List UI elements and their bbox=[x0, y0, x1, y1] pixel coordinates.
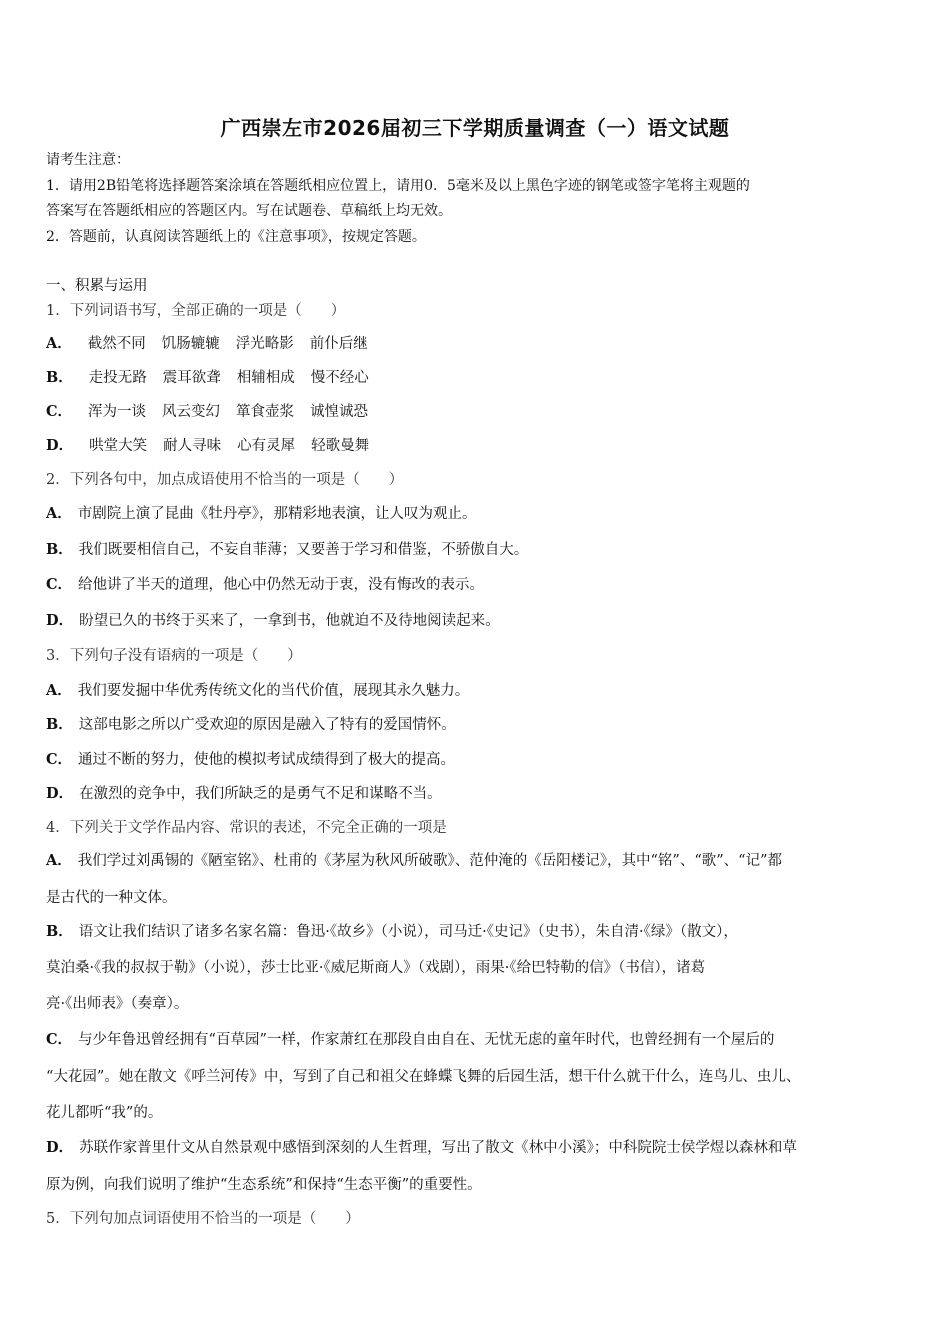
option-text: 苏联作家普里什文从自然景观中感悟到深刻的人生哲理，写出了散文《林中小溪》；中科院院士侯学煜以森林和草 bbox=[79, 1140, 797, 1156]
option-text: 语文让我们结识了诸多名家名篇：鲁迅·《故乡》（小说），司马迁·《史记》（史书），朱自清·《绿》（散文）， bbox=[78, 924, 738, 940]
question-1-stem: 1．下列词语书写，全部正确的一项是（ ） bbox=[46, 303, 346, 319]
option-letter: A． bbox=[46, 335, 72, 352]
question-4-option-c-line-1 bbox=[46, 1030, 908, 1050]
option-letter: D． bbox=[46, 612, 74, 629]
question-2-option-b bbox=[46, 540, 908, 560]
word: 耐人寻味 bbox=[163, 438, 222, 454]
notice-item-2: 2．答题前，认真阅读答题纸上的《注意事项》，按规定答题。 bbox=[46, 229, 426, 245]
question-4-option-b-line-3: 亮·《出师表》（奏章）。 bbox=[46, 996, 189, 1012]
option-letter: B． bbox=[46, 541, 73, 558]
question-2-option-a bbox=[46, 504, 908, 524]
word: 箪食壶浆 bbox=[236, 404, 295, 420]
question-1-option-b bbox=[46, 368, 908, 388]
option-letter: C． bbox=[46, 1031, 73, 1048]
section-heading: 一、积累与运用 bbox=[46, 278, 148, 294]
question-4-option-c-line-2: “大花园”。她在散文《呼兰河传》中，写到了自己和祖父在蜂蝶飞舞的后园生活，想干什么就干什么，连鸟儿、虫儿、 bbox=[46, 1069, 801, 1085]
question-4-option-c-line-3: 花儿都听“我”的。 bbox=[46, 1105, 163, 1121]
question-3-option-b bbox=[46, 715, 908, 735]
option-letter: A． bbox=[46, 852, 72, 869]
question-2-stem: 2．下列各句中，加点成语使用不恰当的一项是（ ） bbox=[46, 472, 404, 488]
option-letter: D． bbox=[46, 785, 74, 802]
word: 浮光略影 bbox=[235, 336, 294, 352]
question-3-option-a bbox=[46, 681, 908, 701]
question-1-option-d bbox=[46, 436, 908, 456]
option-letter: B． bbox=[46, 369, 73, 386]
question-1-option-c bbox=[46, 402, 908, 422]
question-4-option-a-line-2: 是古代的一种文体。 bbox=[46, 890, 177, 906]
question-4-stem: 4．下列关于文学作品内容、常识的表述，不完全正确的一项是 bbox=[46, 820, 447, 836]
question-3-option-c bbox=[46, 750, 908, 770]
question-2-option-d bbox=[46, 611, 908, 631]
word: 哄堂大笑 bbox=[89, 438, 148, 454]
word: 前仆后继 bbox=[309, 336, 368, 352]
word: 心有灵犀 bbox=[237, 438, 296, 454]
word: 浑为一谈 bbox=[88, 404, 147, 420]
word: 轻歌曼舞 bbox=[311, 438, 370, 454]
option-letter: A． bbox=[46, 505, 72, 522]
option-letter: C． bbox=[46, 576, 73, 593]
option-text: 给他讲了半天的道理，他心中仍然无动于衷，没有悔改的表示。 bbox=[78, 577, 485, 593]
question-4-option-a-line-1 bbox=[46, 851, 908, 871]
question-4-option-b-line-1 bbox=[46, 922, 908, 942]
word: 相辅相成 bbox=[236, 370, 295, 386]
question-4-option-d-line-2: 原为例，向我们说明了维护“生态系统”和保持“生态平衡”的重要性。 bbox=[46, 1177, 482, 1193]
option-text: 市剧院上演了昆曲《牡丹亭》，那精彩地表演，让人叹为观止。 bbox=[77, 506, 477, 522]
word: 走投无路 bbox=[88, 370, 147, 386]
option-letter: C． bbox=[46, 403, 73, 420]
option-text: 在激烈的竞争中，我们所缺乏的是勇气不足和谋略不当。 bbox=[79, 786, 442, 802]
question-5-stem: 5．下列句加点词语使用不恰当的一项是（ ） bbox=[46, 1211, 360, 1227]
word: 慢不经心 bbox=[310, 370, 369, 386]
option-letter: D． bbox=[46, 1139, 74, 1156]
question-4-option-b-line-2: 莫泊桑·《我的叔叔于勒》（小说），莎士比亚·《威尼斯商人》（戏剧），雨果·《给巴特勒的信》（书信），诸葛 bbox=[46, 960, 706, 976]
option-letter: A． bbox=[46, 682, 72, 699]
option-text: 我们既要相信自己，不妄自菲薄；又要善于学习和借鉴，不骄傲自大。 bbox=[78, 542, 529, 558]
option-text: 通过不断的努力，使他的模拟考试成绩得到了极大的提高。 bbox=[78, 752, 456, 768]
word: 诚惶诚恐 bbox=[310, 404, 369, 420]
option-letter: C． bbox=[46, 751, 73, 768]
notice-item-1-line-2: 答案写在答题纸相应的答题区内。写在试题卷、草稿纸上均无效。 bbox=[46, 203, 452, 219]
question-3-option-d bbox=[46, 784, 908, 804]
option-text: 我们学过刘禹锡的《陋室铭》、杜甫的《茅屋为秋风所破歌》、范仲淹的《岳阳楼记》，其中“铭”、“歌”、“记”都 bbox=[77, 853, 782, 869]
word: 截然不同 bbox=[87, 336, 146, 352]
option-letter: B． bbox=[46, 923, 73, 940]
option-text: 这部电影之所以广受欢迎的原因是融入了特有的爱国情怀。 bbox=[78, 717, 456, 733]
question-4-option-d-line-1 bbox=[46, 1138, 908, 1158]
option-text: 与少年鲁迅曾经拥有“百草园”一样，作家萧红在那段自由自在、无忧无虑的童年时代，也曾经拥有一个屋后的 bbox=[78, 1032, 775, 1048]
option-text: 我们要发掘中华优秀传统文化的当代价值，展现其永久魅力。 bbox=[77, 683, 470, 699]
question-1-option-a bbox=[46, 334, 908, 354]
word: 风云变幻 bbox=[162, 404, 221, 420]
notice-heading: 请考生注意： bbox=[46, 152, 130, 168]
word: 饥肠辘辘 bbox=[161, 336, 220, 352]
word: 震耳欲聋 bbox=[162, 370, 221, 386]
option-letter: B． bbox=[46, 716, 73, 733]
notice-item-1-line-1: 1．请用2B铅笔将选择题答案涂填在答题纸相应位置上，请用0．5毫米及以上黑色字迹的钢笔或签字笔将主观题的 bbox=[46, 178, 750, 194]
question-3-stem: 3．下列句子没有语病的一项是（ ） bbox=[46, 648, 302, 664]
option-text: 盼望已久的书终于买来了，一拿到书，他就迫不及待地阅读起来。 bbox=[79, 613, 500, 629]
question-2-option-c bbox=[46, 575, 908, 595]
page-title: 广西崇左市2026届初三下学期质量调查（一）语文试题 bbox=[220, 116, 730, 140]
option-letter: D． bbox=[46, 437, 74, 454]
